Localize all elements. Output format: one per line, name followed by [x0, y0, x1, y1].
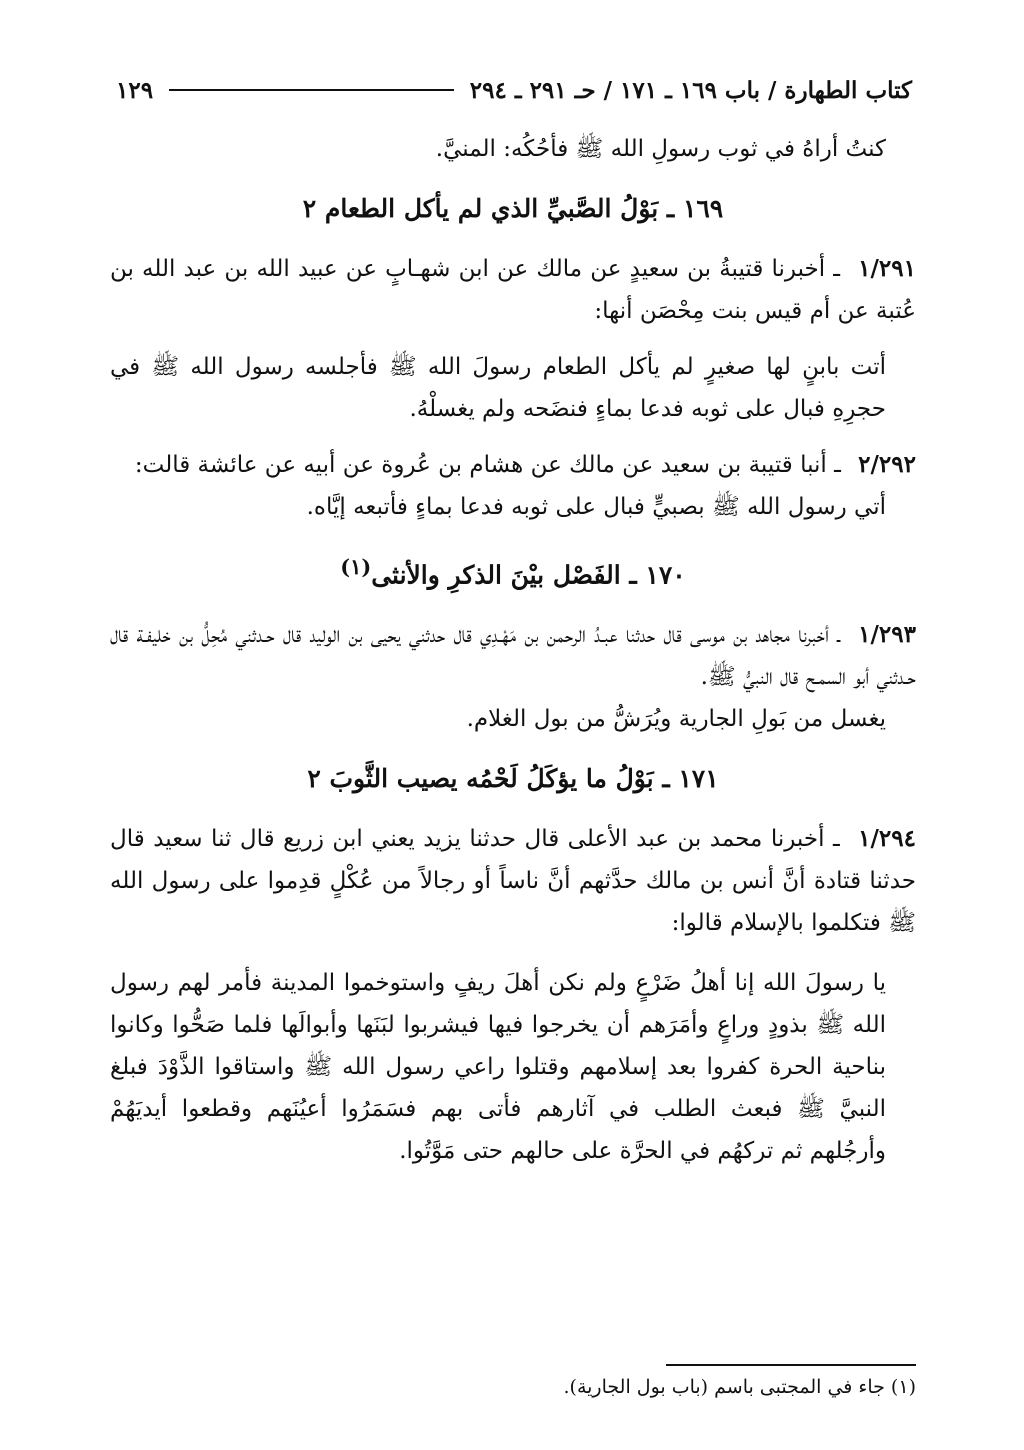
- spacer: [110, 332, 916, 346]
- hadith-292-text: أتي رسول الله ﷺ بصبيٍّ فبال على ثوبه فدعا بماءٍ فأتبعه إيَّاه.: [306, 494, 886, 520]
- hadith-294-text: يا رسولَ الله إنا أهلُ ضَرْعٍ ولم نكن أهلَ ريفٍ واستوخموا المدينة فأمر لهم رسول الله ﷺ بذودٍ وراعٍ وأمَرَهم أن يخرجوا فيها فيشربوا لبَنَها وأبوالَها فلما صَحُّوا وكانوا بناحية الحرة كفروا بعد إسلامهم وقتلوا راعي رسول الله ﷺ واستاقوا الذَّوْدَ فبلغ النبيَّ ﷺ فبعث الطلب في آثارهم فأتى بهم فسَمَرُوا أعيُنَهم وقطعوا أيديَهُمْ وأرجُلهم ثم تركهُم في الحرَّة على حالهم حتى مَوَّتُوا.: [110, 970, 886, 1165]
- header-rule: [169, 89, 454, 91]
- page-content: [110, 128, 916, 1172]
- hadith-291-narration: [110, 248, 916, 332]
- footnote: (١) جاء في المجتبى باسم (باب بول الجارية).: [563, 1376, 916, 1398]
- section-heading-169: ١٦٩ ـ بَوْلُ الصَّبيِّ الذي لم يأكل الطعام ٢: [302, 194, 724, 223]
- hadith-291-text: أتت بابنٍ لها صغيرٍ لم يأكل الطعام رسولَ الله ﷺ فأجلسه رسول الله ﷺ في حجرِهِ فبال على ثوبه فدعا بماءٍ فنضَحه ولم يغسلْهُ.: [110, 354, 886, 422]
- hadith-291-narration-text: ـ أخبرنا قتيبةُ بن سعيدٍ عن مالك عن ابن شهـابٍ عن عبيد الله بن عبد الله بن عُتبة عن أم قيس بنت مِحْصَن أنها:: [110, 256, 916, 324]
- hadith-294-narration: [110, 818, 916, 944]
- opening-line: كنتُ أراهُ في ثوب رسولِ الله ﷺ فأحُكُه: المنيَّ.: [435, 136, 886, 162]
- hadith-292-number: ٢/٢٩٢: [858, 451, 916, 478]
- hadith-293-text: يغسل من بَولِ الجارية ويُرَشُّ من بول الغلام.: [466, 706, 886, 733]
- hadith-293-narration: [110, 614, 916, 698]
- hadith-292-narration: [110, 444, 916, 486]
- hadith-291-number: ١/٢٩١: [858, 255, 916, 282]
- hadith-292-narration-text: ـ أنبا قتيبة بن سعيد عن مالك عن هشام بن عُروة عن أبيه عن عائشة قالت:: [134, 452, 841, 478]
- spacer: [110, 430, 916, 444]
- hadith-294-narration-text: ـ أخبرنا محمد بن عبد الأعلى قال حدثنا يزيد يعني ابن زريع قال ثنا سعيد قال حدثنا قتادة أنَّ أنس بن مالك حدَّثهم أنَّ ناساً أو رجالاً من عُكْلٍ قدِموا على رسول الله ﷺ فتكلموا بالإسلام قالوا:: [110, 826, 916, 937]
- page-number: ١٢٩: [116, 76, 154, 104]
- section-heading-170-text: ١٧٠ ـ الفَصْل بيْنَ الذكرِ والأنثى: [371, 560, 686, 590]
- header-title: كتاب الطهارة / باب ١٦٩ ـ ١٧١ / حـ ٢٩١ ـ ٢٩٤: [469, 76, 912, 104]
- page-header: [116, 70, 912, 110]
- footnote-rule: [666, 1364, 916, 1366]
- spacer: [110, 944, 916, 962]
- hadith-293-narration-text: ـ أخبرنا مجاهد بن موسى قال حدثنا عبـدُ الرحمن بن مَهْـدِي قال حدثني يحيى بن الوليد قال حـدثني مُحِلُّ بن خليفـة قال حـدثني أبو السمـح قال النبيُّ ﷺ.: [110, 622, 916, 691]
- hadith-293-number: ١/٢٩٣: [858, 621, 916, 649]
- section-heading-170: [110, 546, 916, 596]
- footnote-marker: (١): [340, 554, 372, 579]
- hadith-294-number: ١/٢٩٤: [858, 825, 916, 853]
- section-heading-171: ١٧١ ـ بَوْلُ ما يؤكَلُ لَحْمُه يصيب الثَّوبَ ٢: [307, 764, 719, 794]
